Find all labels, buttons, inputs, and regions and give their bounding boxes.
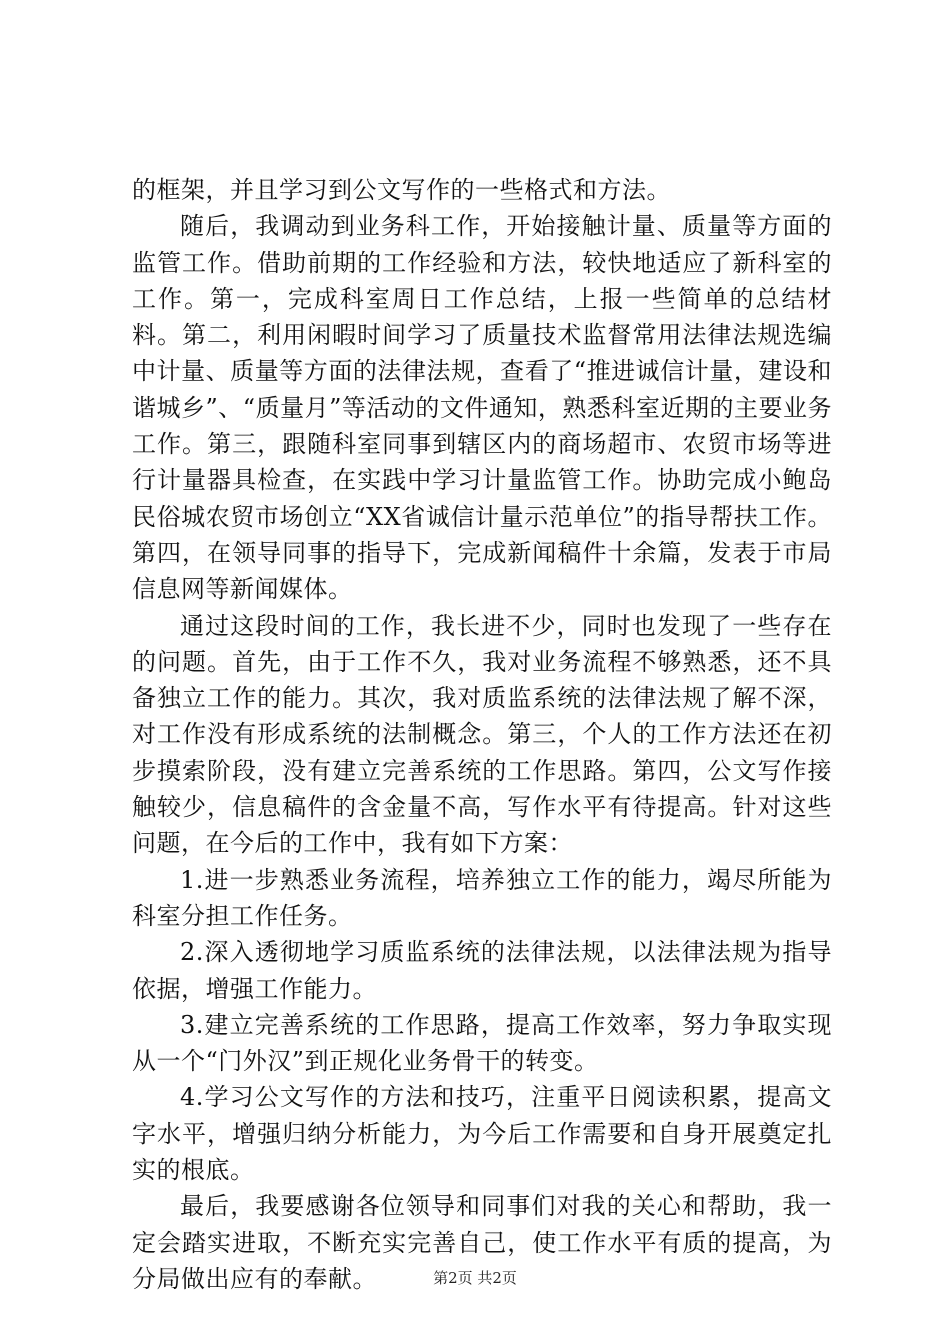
closing-paragraph: 最后，我要感谢各位领导和同事们对我的关心和帮助，我一定会踏实进取，不断充实完善自己，使工作水平有质的提高，为分局做出应有的奉献。 xyxy=(132,1192,832,1293)
plan-item-3: 3.建立完善系统的工作思路，提高工作效率，努力争取实现从一个“门外汉”到正规化业务骨干的转变。 xyxy=(132,1010,832,1076)
paragraph-2: 随后，我调动到业务科工作，开始接触计量、质量等方面的监管工作。借助前期的工作经验和方法，较快地适应了新科室的工作。第一，完成科室周日工作总结，上报一些简单的总结材料。第二，利用闲暇时间学习了质量技术监督常用法律法规选编中计量、质量等方面的法律法规，查看了“推进诚信计量，建设和谐城乡”、“质量月”等活动的文件通知，熟悉科室近期的主要业务工作。第三，跟随科室同事到辖区内的商场超市、农贸市场等进行计量器具检查，在实践中学习计量监管工作。协助完成小鲍岛民俗城农贸市场创立“XX省诚信计量示范单位”的指导帮扶工作。第四，在领导同事的指导下，完成新闻稿件十余篇，发表于市局信息网等新闻媒体。 xyxy=(132,212,832,604)
plan-item-1: 1.进一步熟悉业务流程，培养独立工作的能力，竭尽所能为科室分担工作任务。 xyxy=(132,865,832,930)
page-footer xyxy=(0,1268,950,1288)
paragraph-3: 通过这段时间的工作，我长进不少，同时也发现了一些存在的问题。首先，由于工作不久，我对业务流程不够熟悉，还不具备独立工作的能力。其次，我对质监系统的法律法规了解不深，对工作没有形成系统的法制概念。第三，个人的工作方法还在初步摸索阶段，没有建立完善系统的工作思路。第四，公文写作接触较少，信息稿件的含金量不高，写作水平有待提高。针对这些问题，在今后的工作中，我有如下方案： xyxy=(132,611,832,858)
plan-item-2: 2.深入透彻地学习质监系统的法律法规，以法律法规为指导依据，增强工作能力。 xyxy=(132,938,832,1003)
plan-item-4: 4.学习公文写作的方法和技巧，注重平日阅读积累，提高文字水平，增强归纳分析能力，为今后工作需要和自身开展奠定扎实的根底。 xyxy=(132,1083,832,1185)
document-body xyxy=(132,172,832,1297)
paragraph-1: 的框架，并且学习到公文写作的一些格式和方法。 xyxy=(132,176,671,204)
page-number-label: 第2页 共2页 xyxy=(433,1269,517,1287)
